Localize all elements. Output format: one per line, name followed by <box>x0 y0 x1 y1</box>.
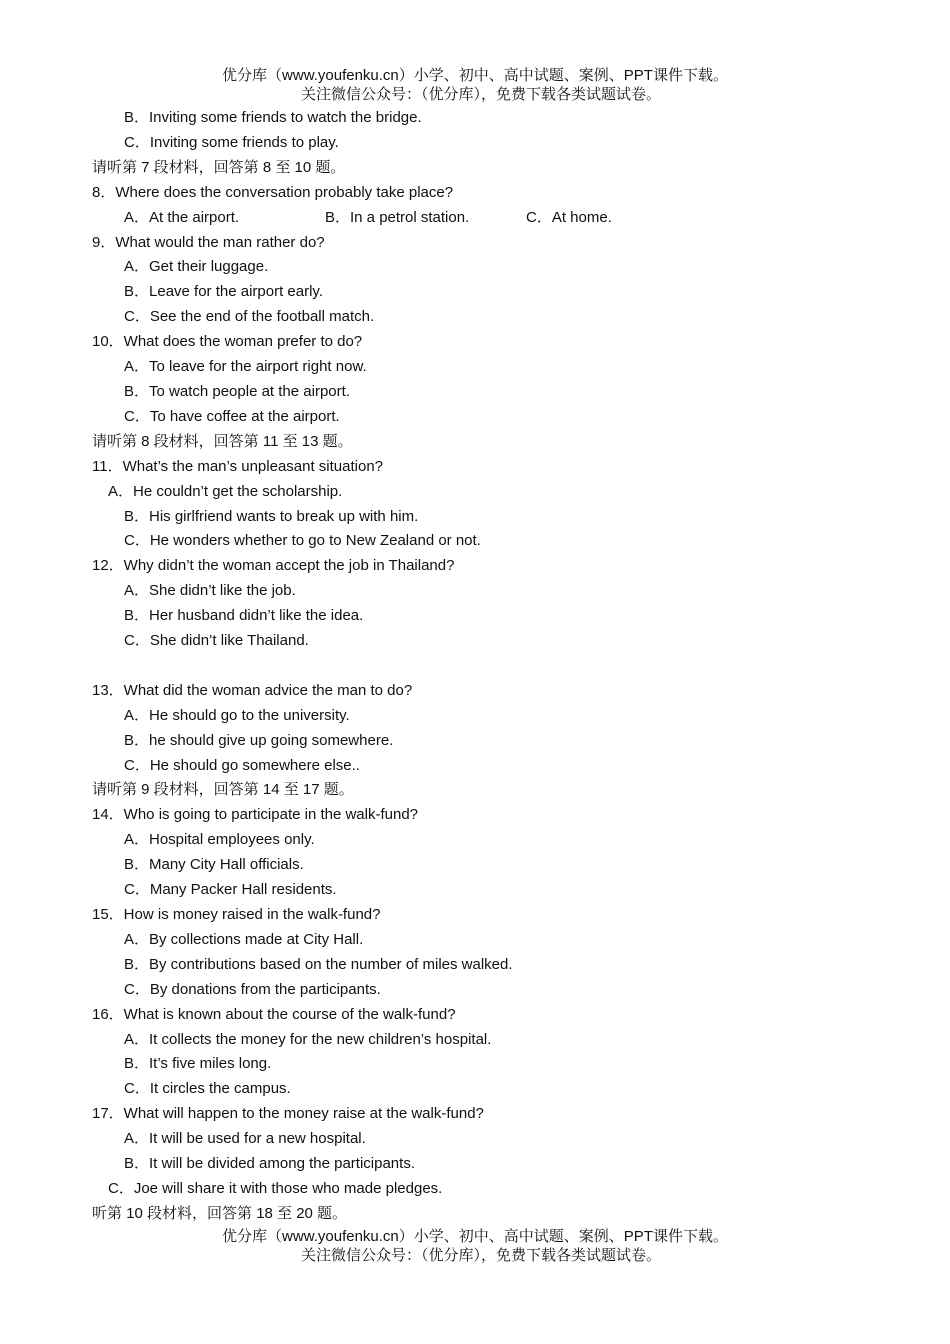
q11-option-a: A．He couldn’t get the scholarship. <box>108 482 343 500</box>
q14-option-a: A．Hospital employees only. <box>124 831 315 849</box>
blank-line <box>0 654 950 679</box>
q12-stem: 12．Why didn’t the woman accept the job in Thailand? <box>92 557 455 575</box>
option-row <box>0 953 950 978</box>
section-heading <box>0 156 950 181</box>
question-row <box>0 1003 950 1028</box>
section-heading <box>0 778 950 803</box>
option-row <box>0 928 950 953</box>
section-9-instruction: 请听第 9 段材料，回答第 14 至 17 题。 <box>92 781 354 799</box>
q17-option-a: A．It will be used for a new hospital. <box>124 1130 366 1148</box>
q14-option-b: B．Many City Hall officials. <box>124 856 304 874</box>
question-row <box>0 554 950 579</box>
option-row <box>0 978 950 1003</box>
q16-option-c: C．It circles the campus. <box>124 1080 291 1098</box>
option-row <box>0 255 950 280</box>
option-row <box>0 704 950 729</box>
q12-option-c: C．She didn’t like Thailand. <box>124 632 309 650</box>
option-row <box>0 1028 950 1053</box>
section-7-instruction: 请听第 7 段材料，回答第 8 至 10 题。 <box>92 158 346 176</box>
question-row <box>0 330 950 355</box>
q10-option-a: A．To leave for the airport right now. <box>124 358 367 376</box>
q12-option-a: A．She didn’t like the job. <box>124 582 296 600</box>
option-row <box>0 305 950 330</box>
question-row <box>0 1102 950 1127</box>
footer-line-1: 优分库（www.youfenku.cn）小学、初中、高中试题、案例、PPT课件下载。 <box>222 1228 728 1245</box>
q17-option-b: B．It will be divided among the participants. <box>124 1155 415 1173</box>
q7-option-b: B．Inviting some friends to watch the bridge. <box>124 109 422 126</box>
option-row <box>0 131 950 156</box>
q16-option-b: B．It’s five miles long. <box>124 1055 272 1073</box>
option-row <box>0 505 950 530</box>
q15-option-b: B．By contributions based on the number of miles walked. <box>124 955 513 973</box>
option-row <box>0 853 950 878</box>
option-row <box>0 355 950 380</box>
q13-stem: 13．What did the woman advice the man to do? <box>92 681 413 699</box>
header-line-1: 优分库（www.youfenku.cn）小学、初中、高中试题、案例、PPT课件下载。 <box>222 67 728 84</box>
option-row <box>0 579 950 604</box>
q9-option-b: B．Leave for the airport early. <box>124 283 323 301</box>
q8-option-c: C．At home. <box>526 208 612 226</box>
q8-option-a: A．At the airport. <box>124 208 240 226</box>
option-row <box>0 604 950 629</box>
q13-option-b: B．he should give up going somewhere. <box>124 731 394 749</box>
q10-option-b: B．To watch people at the airport. <box>124 382 350 400</box>
q9-stem: 9．What would the man rather do? <box>92 233 325 251</box>
option-row <box>0 405 950 430</box>
q7-option-c: C．Inviting some friends to play. <box>124 133 339 151</box>
q14-option-c: C．Many Packer Hall residents. <box>124 881 337 899</box>
question-row <box>0 455 950 480</box>
option-row <box>0 1127 950 1152</box>
q17-stem: 17．What will happen to the money raise at the walk-fund? <box>92 1105 484 1123</box>
q15-option-c: C．By donations from the participants. <box>124 980 381 998</box>
option-row <box>0 1152 950 1177</box>
option-row <box>0 1077 950 1102</box>
q11-option-b: B．His girlfriend wants to break up with him. <box>124 507 419 525</box>
q11-stem: 11．What’s the man’s unpleasant situation? <box>92 457 384 475</box>
question-row <box>0 231 950 256</box>
section-10-instruction: 听第 10 段材料，回答第 18 至 20 题。 <box>92 1204 348 1222</box>
page-footer <box>0 1227 950 1265</box>
q10-stem: 10．What does the woman prefer to do? <box>92 333 363 351</box>
q8-stem: 8．Where does the conversation probably take place? <box>92 183 454 201</box>
q12-option-b: B．Her husband didn’t like the idea. <box>124 607 364 625</box>
question-row <box>0 181 950 206</box>
q13-option-a: A．He should go to the university. <box>124 706 350 724</box>
section-heading <box>0 430 950 455</box>
page-header <box>0 66 950 104</box>
q15-option-a: A．By collections made at City Hall. <box>124 930 364 948</box>
question-row <box>0 679 950 704</box>
q16-option-a: A．It collects the money for the new children’s hospital. <box>124 1030 492 1048</box>
question-row <box>0 903 950 928</box>
option-row <box>0 1177 950 1202</box>
option-row <box>0 754 950 779</box>
q11-option-c: C．He wonders whether to go to New Zealand or not. <box>124 532 481 550</box>
q10-option-c: C．To have coffee at the airport. <box>124 407 340 425</box>
option-row <box>0 629 950 654</box>
question-row <box>0 803 950 828</box>
q13-option-c: C．He should go somewhere else.. <box>124 756 360 774</box>
option-row <box>0 529 950 554</box>
q17-option-c: C．Joe will share it with those who made pledges. <box>108 1179 443 1197</box>
option-row <box>0 828 950 853</box>
section-heading <box>0 1202 950 1227</box>
option-row <box>0 878 950 903</box>
q9-option-a: A．Get their luggage. <box>124 258 269 276</box>
section-8-instruction: 请听第 8 段材料，回答第 11 至 13 题。 <box>92 432 353 450</box>
q15-stem: 15．How is money raised in the walk-fund? <box>92 906 381 923</box>
q8-option-b: B．In a petrol station. <box>325 208 470 226</box>
q9-option-c: C．See the end of the football match. <box>124 308 375 326</box>
question-list <box>0 106 950 1227</box>
header-line-2: 关注微信公众号：（优分库），免费下载各类试题试卷。 <box>300 86 661 103</box>
option-row <box>0 480 950 505</box>
option-row <box>0 280 950 305</box>
option-row <box>0 1052 950 1077</box>
option-row <box>0 380 950 405</box>
option-row <box>0 106 950 131</box>
option-row <box>0 206 950 231</box>
footer-line-2: 关注微信公众号：（优分库），免费下载各类试题试卷。 <box>300 1247 661 1264</box>
q14-stem: 14．Who is going to participate in the walk-fund? <box>92 806 419 824</box>
q16-stem: 16．What is known about the course of the walk-fund? <box>92 1005 456 1023</box>
option-row <box>0 729 950 754</box>
